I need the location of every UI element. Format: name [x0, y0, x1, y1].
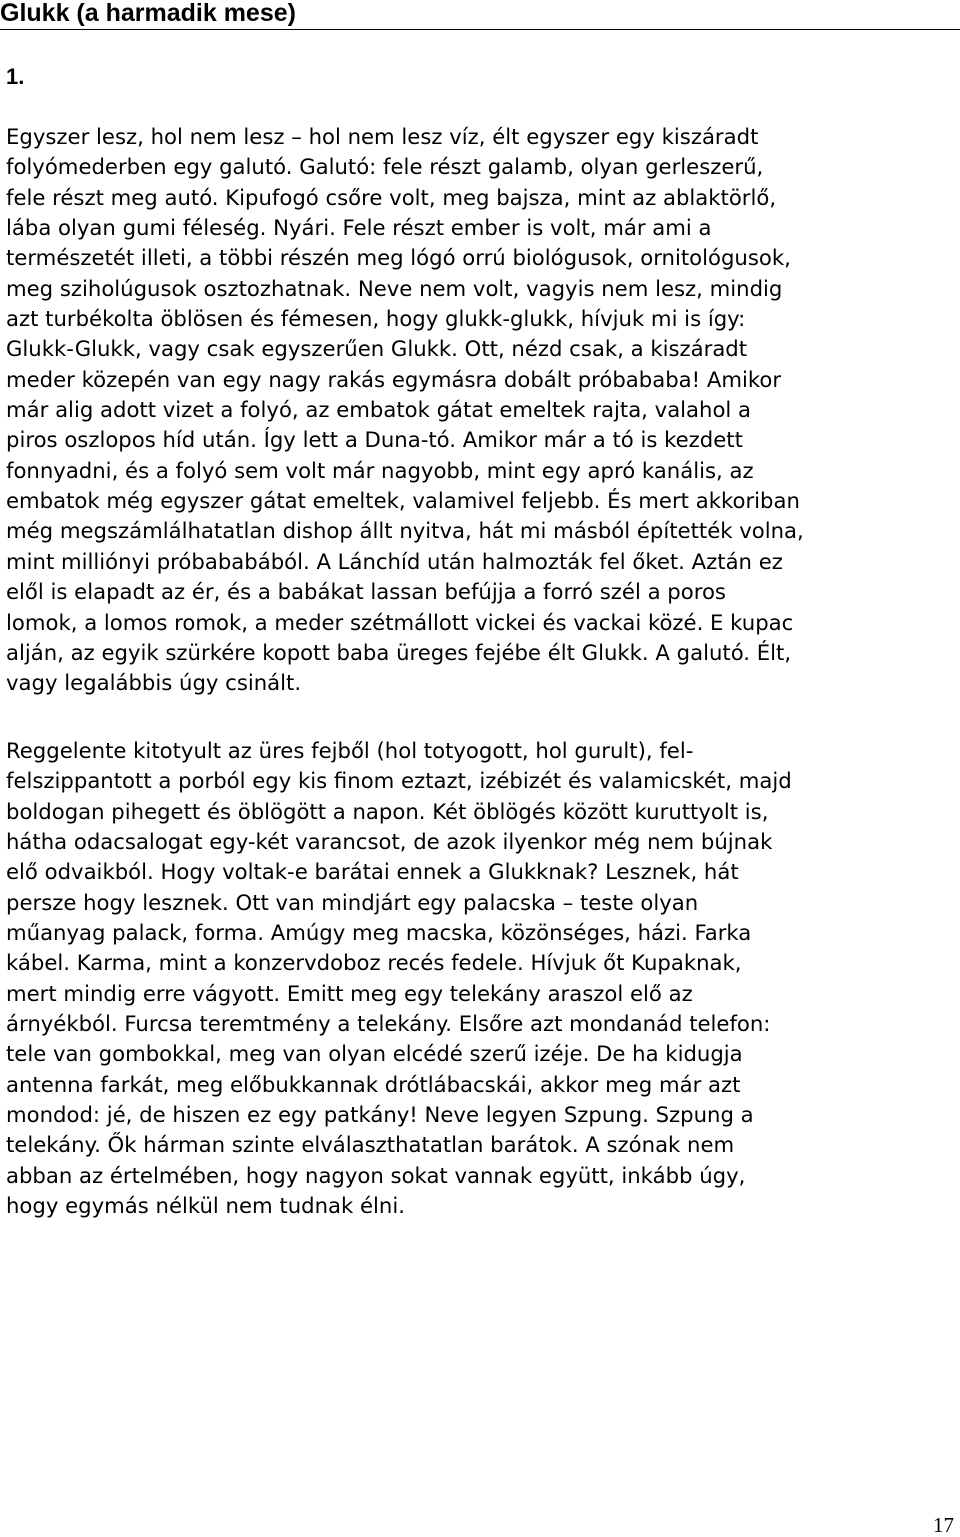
paragraph-line: alján, az egyik szürkére kopott baba üreges fejébe élt Glukk. A galutó. Élt,	[6, 639, 792, 665]
paragraph-line: telekány. Ők hárman szinte elválaszthatatlan barátok. A szónak nem	[6, 1132, 735, 1158]
paragraph-line: piros oszlopos híd után. Így lett a Duna-tó. Amikor már a tó is kezdett	[6, 427, 743, 453]
paragraph-line: elő odvaikból. Hogy voltak-e barátai ennek a Glukknak? Lesznek, hát	[6, 859, 739, 885]
paragraph-line: mint milliónyi próbababából. A Lánchíd után halmozták fel őket. Aztán ez	[6, 548, 783, 574]
paragraph-line: antenna farkát, meg előbukkannak drótlábacskái, akkor meg már azt	[6, 1071, 741, 1097]
paragraph-line: abban az értelmében, hogy nagyon sokat vannak együtt, inkább úgy,	[6, 1162, 746, 1188]
paragraph-line: Egyszer lesz, hol nem lesz – hol nem lesz víz, élt egyszer egy kiszáradt	[6, 124, 759, 149]
paragraph-line: elől is elapadt az ér, és a babákat lassan befújja a forró szél a poros	[6, 579, 726, 605]
paragraph-line: Reggelente kitotyult az üres fejből (hol totyogott, hol gurult), fel-	[6, 738, 694, 763]
chapter-number: 1.	[6, 64, 25, 89]
paragraph-line: meg sziholúgusok osztozhatnak. Neve nem volt, vagyis nem lesz, mindig	[6, 275, 783, 301]
paragraph-line: műanyag palack, forma. Amúgy meg macska, közönséges, házi. Farka	[6, 920, 752, 946]
paragraph-line: felszippantott a porból egy kis finom eztazt, izébizét és valamicskét, majd	[6, 768, 792, 794]
paragraph-1	[6, 122, 956, 699]
paragraph-line: azt turbékolta öblösen és fémesen, hogy glukk-glukk, hívjuk mi is így:	[6, 306, 746, 332]
paragraph-line: fonnyadni, és a folyó sem volt már nagyobb, mint egy apró kanális, az	[6, 457, 754, 483]
paragraph-line: persze hogy lesznek. Ott van mindjárt egy palacska – teste olyan	[6, 889, 699, 915]
paragraph-line: kábel. Karma, mint a konzervdoboz recés fedele. Hívjuk őt Kupaknak,	[6, 950, 742, 976]
paragraph-line: mondod: jé, de hiszen ez egy patkány! Neve legyen Szpung. Szpung a	[6, 1102, 754, 1128]
paragraph-2	[6, 736, 956, 1222]
paragraph-line: árnyékból. Furcsa teremtmény a telekány. Elsőre azt mondanád telefon:	[6, 1011, 771, 1037]
paragraph-line: még megszámlálhatatlan dishop állt nyitva, hát mi másból építették volna,	[6, 518, 804, 544]
paragraph-line: lába olyan gumi féleség. Nyári. Fele részt ember is volt, már ami a	[6, 215, 712, 241]
document-title: Glukk (a harmadik mese)	[0, 0, 296, 27]
paragraph-line: mert mindig erre vágyott. Emitt meg egy telekány araszol elő az	[6, 980, 693, 1006]
paragraph-line: lomok, a lomos romok, a meder szétmállott vickei és vackai közé. E kupac	[6, 609, 794, 635]
paragraph-line: fele részt meg autó. Kipufogó csőre volt, meg bajsza, mint az ablaktörlő,	[6, 184, 777, 210]
paragraph-line: Glukk-Glukk, vagy csak egyszerűen Glukk. Ott, nézd csak, a kiszáradt	[6, 336, 748, 362]
title-divider	[0, 29, 960, 30]
paragraph-line: vagy legalábbis úgy csinált.	[6, 670, 302, 696]
paragraph-line: boldogan pihegett és öblögött a napon. Két öblögés között kuruttyolt is,	[6, 798, 769, 824]
paragraph-line: már alig adott vizet a folyó, az embatok gátat emeltek rajta, valahol a	[6, 397, 752, 423]
paragraph-line: hogy egymás nélkül nem tudnak élni.	[6, 1193, 405, 1219]
page-number: 17	[933, 1513, 954, 1537]
paragraph-line: embatok még egyszer gátat emeltek, valamivel feljebb. És mert akkoriban	[6, 488, 800, 514]
paragraph-line: meder közepén van egy nagy rakás egymásra dobált próbababa! Amikor	[6, 366, 782, 392]
paragraph-line: természetét illeti, a többi részén meg lógó orrú biológusok, ornitológusok,	[6, 245, 791, 271]
paragraph-line: tele van gombokkal, meg van olyan elcédé szerű izéje. De ha kidugja	[6, 1041, 743, 1067]
paragraph-line: hátha odacsalogat egy-két varancsot, de azok ilyenkor még nem bújnak	[6, 829, 773, 855]
paragraph-line: folyómederben egy galutó. Galutó: fele részt galamb, olyan gerleszerű,	[6, 154, 764, 180]
